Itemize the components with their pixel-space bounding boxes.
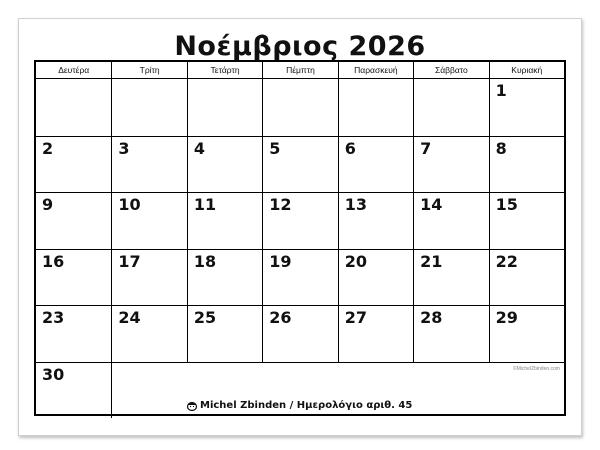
day-number: 10: [118, 195, 141, 214]
day-number: 23: [42, 308, 65, 327]
day-cell[interactable]: [413, 192, 488, 249]
day-number: 21: [420, 251, 443, 271]
day-cell[interactable]: [111, 249, 186, 306]
day-number: 18: [193, 251, 217, 271]
footer-credit-text: Michel Zbinden / Ημερολόγιο αριθ. 45: [200, 400, 413, 411]
day-number: 20: [344, 251, 367, 271]
day-number: 25: [193, 308, 217, 327]
weekday-header: Τρίτη: [111, 62, 186, 78]
day-cell[interactable]: [111, 136, 186, 193]
day-number: 22: [495, 251, 518, 271]
day-cell[interactable]: [36, 362, 111, 419]
day-cell[interactable]: [338, 305, 413, 362]
day-cell[interactable]: [338, 136, 413, 193]
day-cell[interactable]: [111, 192, 186, 249]
weekday-header: Σάββατο: [413, 62, 488, 78]
day-number: 1: [495, 81, 507, 100]
day-cell[interactable]: [489, 136, 564, 193]
day-number: 16: [42, 251, 65, 271]
day-number: 28: [420, 308, 443, 327]
day-number: 26: [269, 308, 292, 327]
weekday-header: Παρασκευή: [338, 62, 413, 78]
day-cell[interactable]: [338, 249, 413, 306]
day-cell[interactable]: [36, 136, 111, 193]
day-cell[interactable]: [262, 305, 337, 362]
weekday-header: Πέμπτη: [262, 62, 337, 78]
day-cell[interactable]: [489, 79, 564, 136]
day-cell[interactable]: [187, 305, 262, 362]
day-cell[interactable]: [111, 305, 186, 362]
day-number: 7: [420, 138, 432, 158]
day-cell[interactable]: [338, 79, 413, 136]
day-number: 24: [118, 308, 141, 327]
weekday-header-row: [36, 62, 564, 79]
day-number: 29: [495, 308, 518, 327]
footer-credit: [186, 400, 412, 411]
day-number: 13: [344, 195, 367, 214]
day-number: 19: [269, 251, 292, 271]
day-cell[interactable]: [413, 249, 488, 306]
day-cell[interactable]: [489, 192, 564, 249]
day-cell[interactable]: [187, 249, 262, 306]
day-number: 12: [269, 195, 292, 214]
day-number: 9: [42, 195, 54, 214]
day-cell[interactable]: [36, 79, 111, 136]
day-cell[interactable]: [413, 305, 488, 362]
day-number: 14: [420, 195, 443, 214]
day-cell[interactable]: [111, 79, 186, 136]
day-number: 27: [344, 308, 367, 327]
day-cell[interactable]: [489, 249, 564, 306]
calendar-grid: [34, 60, 566, 416]
day-cell[interactable]: [36, 305, 111, 362]
weekday-header: Κυριακή: [489, 62, 564, 78]
day-cell[interactable]: [413, 136, 488, 193]
day-cell[interactable]: [262, 136, 337, 193]
day-number: 6: [344, 138, 356, 158]
day-cell[interactable]: [36, 249, 111, 306]
day-number: 30: [42, 364, 65, 384]
day-cell[interactable]: [187, 136, 262, 193]
watermark: ©MichelZbinden.com: [512, 365, 560, 372]
day-cell[interactable]: [262, 192, 337, 249]
day-number: 2: [42, 138, 54, 158]
day-cell[interactable]: [36, 192, 111, 249]
day-number: 8: [495, 138, 507, 158]
day-number: 3: [118, 138, 130, 158]
day-cell[interactable]: [489, 305, 564, 362]
day-number: 11: [193, 195, 217, 214]
calendar-title: Νοέμβριος 2026: [174, 31, 426, 62]
day-number: 17: [118, 251, 141, 271]
day-cell[interactable]: [187, 79, 262, 136]
day-cell[interactable]: [187, 192, 262, 249]
day-cell[interactable]: [338, 192, 413, 249]
weekday-header: Δευτέρα: [58, 65, 90, 75]
day-cell[interactable]: [262, 79, 337, 136]
day-number: 15: [495, 195, 518, 214]
day-cell[interactable]: [262, 249, 337, 306]
weekday-header: Τετάρτη: [187, 62, 262, 78]
day-number: 4: [193, 138, 205, 158]
day-number: 5: [269, 138, 281, 158]
face-icon: [186, 401, 198, 411]
day-cell[interactable]: [413, 79, 488, 136]
